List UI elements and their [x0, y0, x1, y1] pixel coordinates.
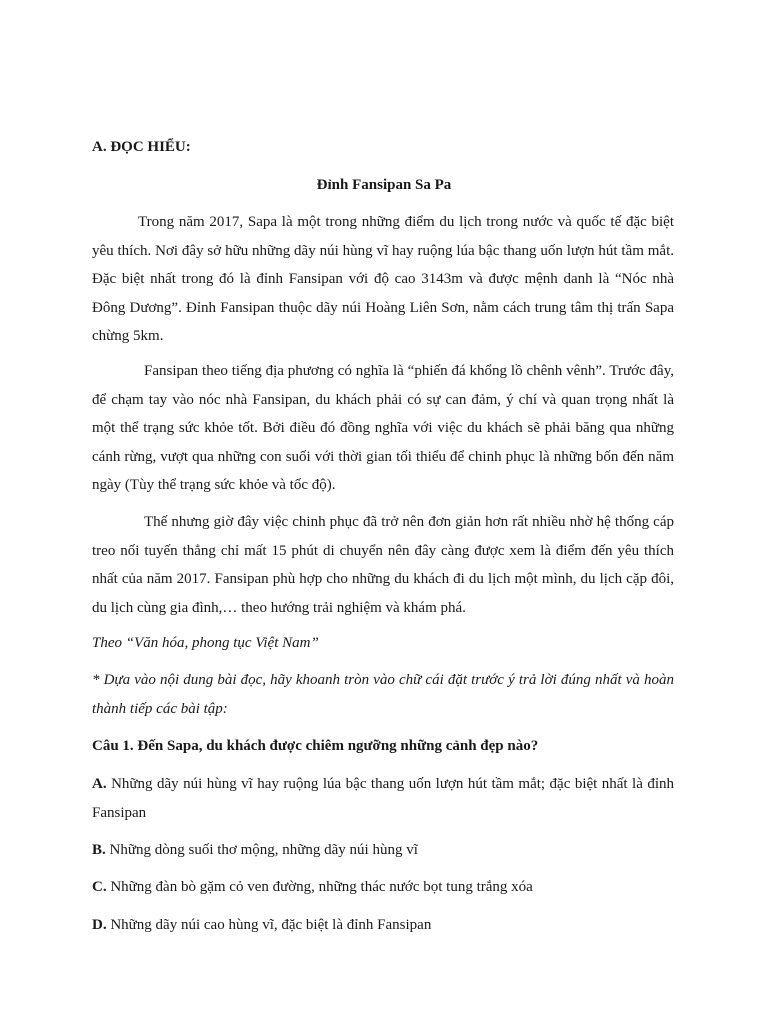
source-citation: Theo “Văn hóa, phong tục Việt Nam” [92, 635, 319, 651]
instruction: * Dựa vào nội dung bài đọc, hãy khoanh tròn vào chữ cái đặt trước ý trả lời đúng nhất và hoàn thành tiếp các bài tập: [92, 672, 674, 717]
option-text: Những dòng suối thơ mộng, những dãy núi hùng vĩ [109, 842, 418, 858]
option-b [92, 836, 674, 865]
section-heading: A. ĐỌC HIỂU: [92, 139, 191, 155]
option-letter: A. [92, 776, 107, 792]
question-1: Câu 1. Đến Sapa, du khách được chiêm ngưỡng những cảnh đẹp nào? [92, 738, 539, 754]
paragraph-1: Trong năm 2017, Sapa là một trong những điểm du lịch trong nước và quốc tế đặc biệt yêu thích. Nơi đây sở hữu những dãy núi hùng vĩ hay ruộng lúa bậc thang uốn lượn hút tầm mắt. Đặc biệt nhất trong đó là đỉnh Fansipan với độ cao 3143m và được mệnh danh là “Nóc nhà Đông Dương”. Đỉnh Fansipan thuộc dãy núi Hoàng Liên Sơn, nằm cách trung tâm thị trấn Sapa chừng 5km. [92, 214, 674, 344]
option-text: Những dãy núi hùng vĩ hay ruộng lúa bậc thang uốn lượn hút tầm mắt; đặc biệt nhất là đỉnh Fansipan [92, 776, 675, 821]
paragraph-3: Thế nhưng giờ đây việc chinh phục đã trở nên đơn giản hơn rất nhiều nhờ hệ thống cáp treo nối tuyến thẳng chỉ mất 15 phút di chuyển nên đây càng được xem là điểm đến yêu thích nhất của năm 2017. Fansipan phù hợp cho những du khách đi du lịch một mình, du lịch cặp đôi, du lịch cùng gia đình,… theo hướng trải nghiệm và khám phá. [92, 514, 674, 616]
option-letter: C. [92, 879, 107, 895]
option-c [92, 873, 674, 902]
option-letter: D. [92, 917, 107, 933]
option-text: Những đàn bò gặm cỏ ven đường, những thác nước bọt tung trắng xóa [110, 879, 533, 895]
option-letter: B. [92, 842, 106, 858]
option-d [92, 911, 674, 940]
paragraph-2: Fansipan theo tiếng địa phương có nghĩa là “phiến đá khổng lồ chênh vênh”. Trước đây, để chạm tay vào nóc nhà Fansipan, du khách phải có sự can đảm, ý chí và quan trọng nhất là một thể trạng sức khỏe tốt. Bởi điều đó đồng nghĩa với việc du khách sẽ phải băng qua những cánh rừng, vượt qua những con suối với thời gian tối thiểu để chinh phục là những bốn đến năm ngày (Tùy thể trạng sức khỏe và tốc độ). [92, 363, 674, 493]
option-a [92, 770, 674, 827]
article-title: Đỉnh Fansipan Sa Pa [316, 177, 452, 193]
option-text: Những dãy núi cao hùng vĩ, đặc biệt là đỉnh Fansipan [110, 917, 432, 933]
